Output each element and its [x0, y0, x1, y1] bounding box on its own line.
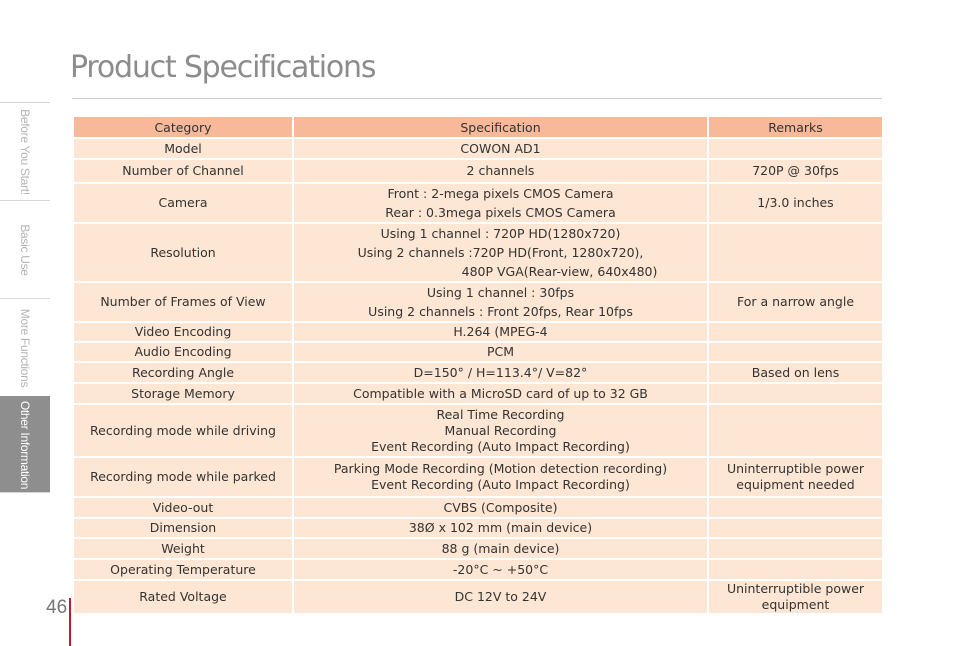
spec-line: Parking Mode Recording (Motion detection recording) [333, 461, 668, 476]
page-title: Product Specifications [70, 50, 376, 85]
table-row [73, 404, 883, 457]
category-cell: Resolution [73, 223, 293, 282]
table-row [73, 322, 883, 342]
column-header-remarks: Remarks [708, 116, 883, 138]
category-cell: Audio Encoding [73, 342, 293, 362]
spec-line: Using 2 channels : Front 20fps, Rear 10fps [368, 304, 633, 319]
table-row [73, 457, 883, 497]
remarks-cell [708, 342, 883, 362]
remarks-cell [708, 580, 883, 614]
spec-cell [293, 518, 708, 538]
spec-cell [293, 580, 708, 614]
table-row [73, 518, 883, 538]
spec-table [72, 115, 884, 615]
spec-line: H.264 (MPEG-4 [453, 324, 548, 339]
spec-cell [293, 383, 708, 404]
table-row [73, 538, 883, 559]
column-header-specification: Specification [293, 116, 708, 138]
remarks-cell [708, 183, 883, 223]
remarks-line: 1/3.0 inches [757, 195, 834, 210]
remarks-line: 720P @ 30fps [752, 163, 839, 178]
page-number: 46 [46, 597, 68, 618]
spec-cell [293, 138, 708, 159]
remarks-line: equipment [761, 597, 830, 612]
tab-more-functions[interactable] [0, 298, 50, 396]
spec-cell [293, 223, 708, 282]
tab-label: More Functions [18, 308, 32, 387]
remarks-cell [708, 159, 883, 183]
spec-cell [293, 538, 708, 559]
category-cell: Camera [73, 183, 293, 223]
spec-line: Real Time Recording [436, 406, 565, 422]
remarks-cell [708, 559, 883, 580]
spec-cell [293, 342, 708, 362]
spec-line: Using 1 channel : 720P HD(1280x720) [380, 226, 621, 241]
spec-cell [293, 362, 708, 383]
spec-line: -20°C ~ +50°C [452, 561, 549, 577]
tab-label: Other Information [18, 400, 32, 489]
tab-before-you-start[interactable] [0, 102, 50, 200]
remarks-line: Uninterruptible power [726, 581, 865, 596]
tab-label: Before You Start! [18, 108, 32, 195]
spec-cell [293, 559, 708, 580]
table-row [73, 383, 883, 404]
tab-basic-use[interactable] [0, 200, 50, 298]
table-row [73, 159, 883, 183]
spec-line: PCM [486, 344, 515, 359]
category-cell: Number of Frames of View [73, 282, 293, 322]
table-row [73, 282, 883, 322]
spec-line: D=150° / H=113.4°/ V=82° [413, 364, 588, 380]
spec-cell [293, 159, 708, 183]
spec-cell [293, 457, 708, 497]
spec-line: CVBS (Composite) [443, 499, 558, 515]
spec-cell [293, 404, 708, 457]
category-cell: Recording Angle [73, 362, 293, 383]
category-cell: Storage Memory [73, 383, 293, 404]
tab-divider [0, 492, 50, 493]
remarks-cell [708, 404, 883, 457]
remarks-line: equipment needed [736, 477, 855, 492]
remarks-line: Uninterruptible power [726, 461, 865, 476]
table-row [73, 223, 883, 282]
spec-line: Using 2 channels :720P HD(Front, 1280x720), [357, 245, 644, 260]
remarks-cell [708, 497, 883, 518]
remarks-cell [708, 383, 883, 404]
remarks-cell [708, 362, 883, 383]
category-cell: Video-out [73, 497, 293, 518]
spec-cell [293, 497, 708, 518]
table-row [73, 497, 883, 518]
tab-other-information[interactable] [0, 396, 50, 492]
spec-line: DC 12V to 24V [454, 589, 547, 604]
spec-cell [293, 322, 708, 342]
spec-line: 88 g (main device) [441, 540, 560, 556]
spec-line: Compatible with a MicroSD card of up to 32 GB [353, 385, 648, 401]
table-row [73, 559, 883, 580]
category-cell: Weight [73, 538, 293, 559]
table-row [73, 138, 883, 159]
title-divider [72, 98, 882, 99]
table-row [73, 580, 883, 614]
category-cell: Number of Channel [73, 159, 293, 183]
category-cell: Video Encoding [73, 322, 293, 342]
spec-cell [293, 282, 708, 322]
spec-line: 38Ø x 102 mm (main device) [408, 520, 593, 535]
spec-line: Manual Recording [444, 422, 557, 438]
spec-line: Event Recording (Auto Impact Recording) [371, 477, 630, 492]
column-header-category: Category [73, 116, 293, 138]
category-cell: Model [73, 138, 293, 159]
section-tabs [0, 102, 50, 493]
remarks-line: Based on lens [751, 364, 840, 380]
table-row [73, 183, 883, 223]
remarks-cell [708, 138, 883, 159]
spec-line: Event Recording (Auto Impact Recording) [371, 438, 630, 454]
category-cell: Recording mode while driving [73, 404, 293, 457]
spec-line: Rear : 0.3mega pixels CMOS Camera [385, 205, 616, 220]
page-number-accent-bar [69, 598, 71, 646]
remarks-cell [708, 538, 883, 559]
remarks-cell [708, 322, 883, 342]
table-header-row [73, 116, 883, 138]
category-cell: Recording mode while parked [73, 457, 293, 497]
remarks-cell [708, 223, 883, 282]
spec-line: 480P VGA(Rear-view, 640x480) [461, 264, 658, 279]
remarks-line: For a narrow angle [736, 294, 855, 309]
spec-line: Using 1 channel : 30fps [426, 285, 575, 300]
category-cell: Operating Temperature [73, 559, 293, 580]
table-row [73, 362, 883, 383]
spec-line: COWON AD1 [460, 140, 541, 156]
remarks-cell [708, 282, 883, 322]
spec-line: 2 channels [466, 163, 535, 178]
spec-cell [293, 183, 708, 223]
category-cell: Rated Voltage [73, 580, 293, 614]
remarks-cell [708, 457, 883, 497]
category-cell: Dimension [73, 518, 293, 538]
remarks-cell [708, 518, 883, 538]
tab-label: Basic Use [18, 223, 32, 276]
spec-line: Front : 2-mega pixels CMOS Camera [387, 186, 614, 201]
table-row [73, 342, 883, 362]
